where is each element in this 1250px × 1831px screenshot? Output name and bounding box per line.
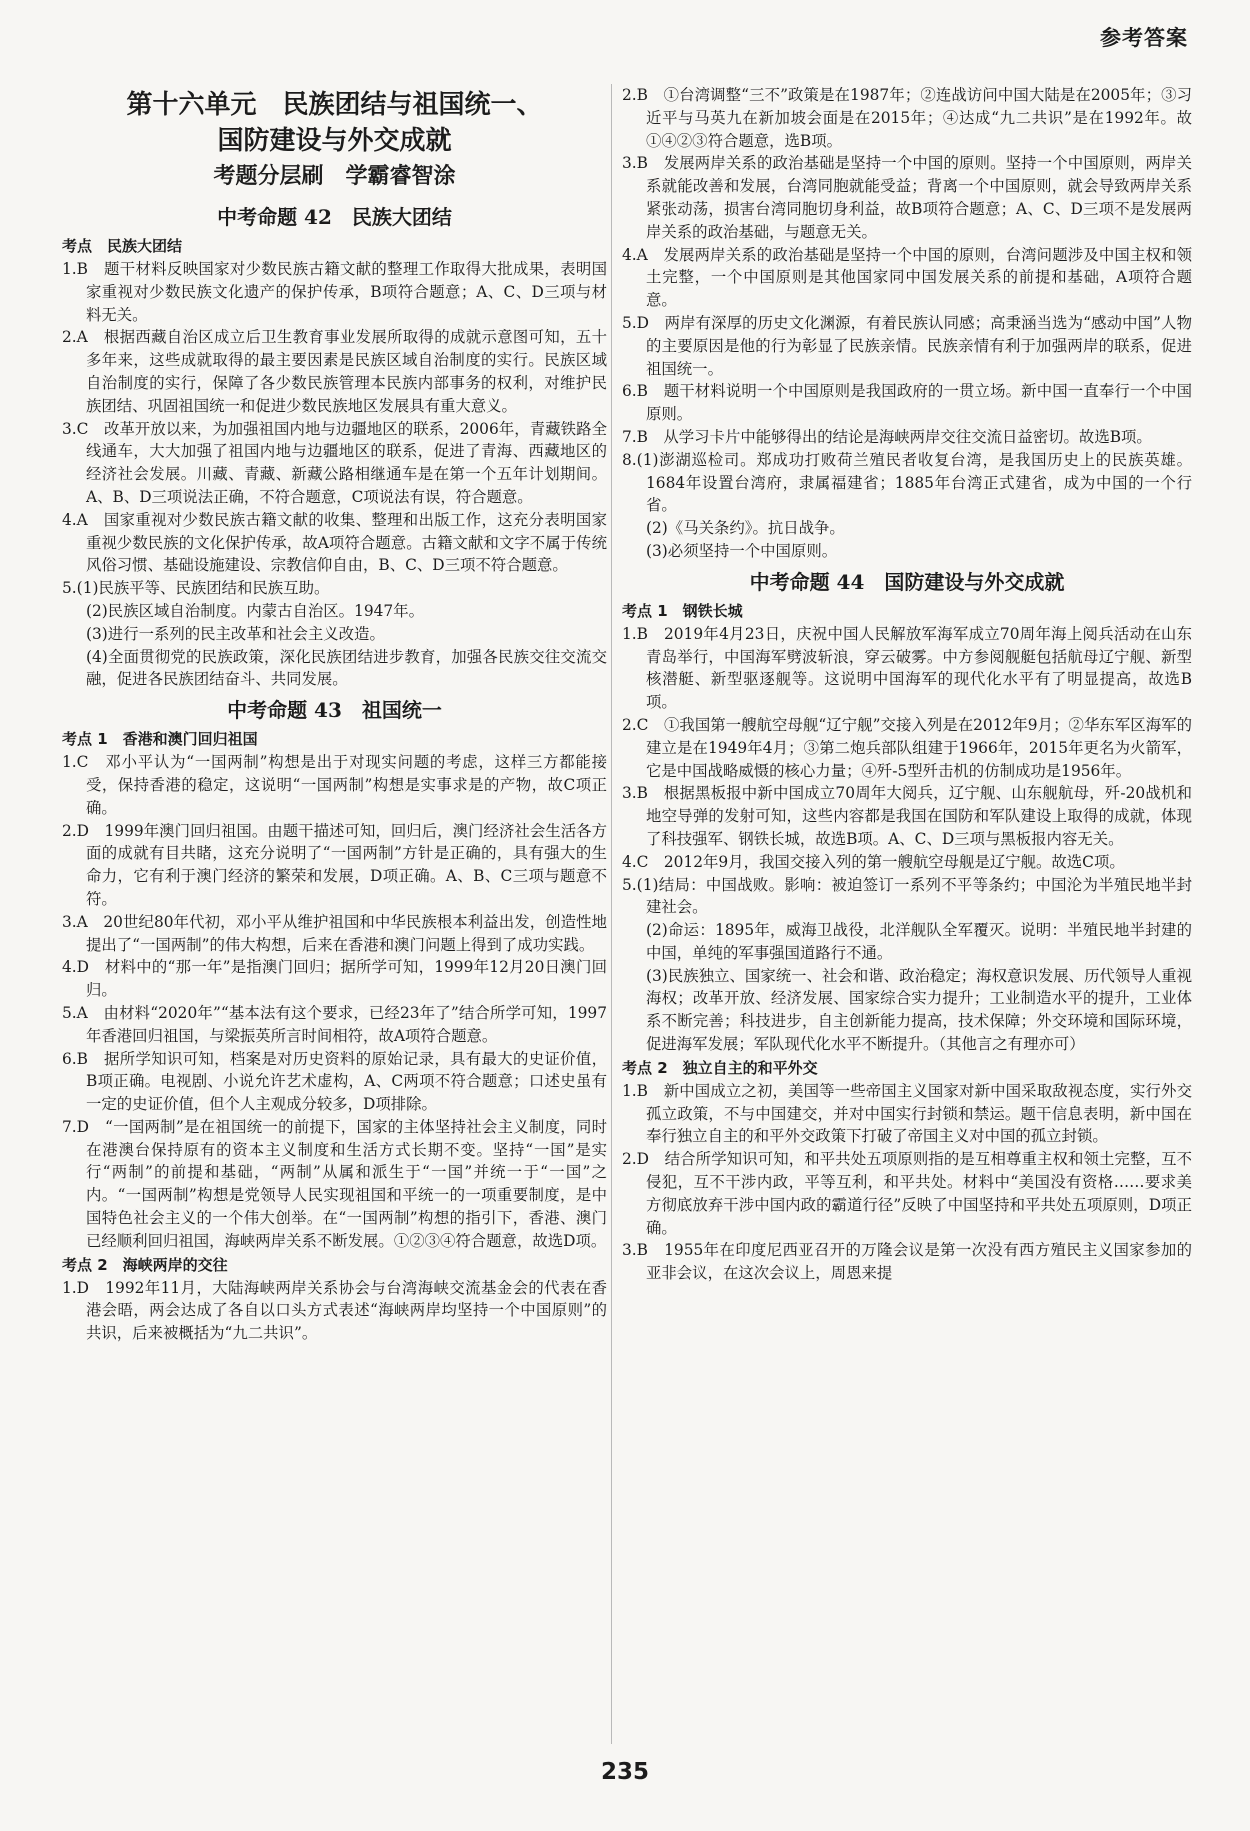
answer-42-2: 2.A 根据西藏自治区成立后卫生教育事业发展所取得的成就示意图可知，五十多年来，这些成就取得的最主要因素是民族区域自治制度的实行。民族区域自治制度的实行，保障了各少数民族管理本民族内部事务的权利，对维护民族团结、巩固祖国统一和促进少数民族地区发展具有重大意义。 bbox=[62, 328, 607, 415]
answer-43-b8-3: (3)必须坚持一个中国原则。 bbox=[646, 541, 838, 560]
knowledge-point-2: 考点 2 海峡两岸的交往 bbox=[62, 1255, 228, 1274]
knowledge-point-1: 考点 1 香港和澳门回归祖国 bbox=[62, 730, 258, 749]
unit-subtitle: 考题分层刷 学霸睿智涂 bbox=[213, 163, 456, 189]
answer-43-b8-1: 8.(1)澎湖巡检司。郑成功打败荷兰殖民者收复台湾，是我国历史上的民族英雄。1684年设置台湾府，隶属福建省；1885年台湾正式建省，成为中国的一个行省。 bbox=[622, 450, 1192, 515]
section-title-42: 中考命题 42 民族大团结 bbox=[217, 205, 452, 229]
section-title-43: 中考命题 43 祖国统一 bbox=[227, 698, 442, 723]
answer-43-b6: 6.B 题干材料说明一个中国原则是我国政府的一贯立场。新中国一直奉行一个中国原则。 bbox=[622, 382, 1192, 424]
answer-44-5-3: (3)民族独立、国家统一、社会和谐、政治稳定；海权意识发展、历代领导人重视海权；改革开放、经济发展、国家综合实力提升；工业制造水平的提升，工业体系不断完善；科技进步，自主创新能力提高，技术保障；外交环境和国际环境，促进海军发展；军队现代化水平不断提升。（其他言之有理亦可） bbox=[646, 966, 1192, 1054]
answer-42-5-1: 5.(1)民族平等、民族团结和民族互助。 bbox=[62, 579, 330, 598]
answer-44-2: 2.C ①我国第一艘航空母舰“辽宁舰”交接入列是在2012年9月；②华东军区海军的建立是在1949年4月；③第二炮兵部队组建于1966年，2015年更名为火箭军，它是中国战略威慑的核心力量；④歼-5型歼击机的仿制成功是1956年。 bbox=[622, 715, 1192, 780]
answer-43-1: 1.C 邓小平认为“一国两制”构想是出于对现实问题的考虑，这样三方都能接受，保持香港的稳定，这说明“一国两制”构想是实事求是的产物，故C项正确。 bbox=[62, 753, 607, 817]
page-number: 235 bbox=[600, 1759, 649, 1785]
answer-42-4: 4.A 国家重视对少数民族古籍文献的收集、整理和出版工作，这充分表明国家重视少数民族的文化保护传承，故A项符合题意。古籍文献和文字不属于传统风俗习惯、基础设施建设、宗教信仰自由，B、C、D三项不符合题意。 bbox=[62, 510, 607, 575]
right-column bbox=[622, 84, 1192, 1285]
answer-44-b2: 2.D 结合所学知识可知，和平共处五项原则指的是互相尊重主权和领土完整，互不侵犯，互不干涉内政，平等互利，和平共处。材料中“美国没有资格……要求美方彻底放弃干涉中国内政的霸道行径”反映了中国坚持和平共处五项原则，D项正确。 bbox=[622, 1150, 1192, 1237]
answer-42-5-4: (4)全面贯彻党的民族政策，深化民族团结进步教育，加强各民族交往交流交融，促进各民族团结奋斗、共同发展。 bbox=[86, 647, 607, 689]
answer-43-b1: 1.D 1992年11月，大陆海峡两岸关系协会与台湾海峡交流基金会的代表在香港会晤，两会达成了各自以口头方式表述“海峡两岸均坚持一个中国原则”的共识，后来被概括为“九二共识”。 bbox=[62, 1278, 607, 1343]
answer-44-b3: 3.B 1955年在印度尼西亚召开的万隆会议是第一次没有西方殖民主义国家参加的亚非会议，在这次会议上，周恩来提 bbox=[622, 1241, 1192, 1283]
answer-44-5-1: 5.(1)结局：中国战败。影响：被迫签订一系列不平等条约；中国沦为半殖民地半封建社会。 bbox=[622, 875, 1192, 917]
answer-42-3: 3.C 改革开放以来，为加强祖国内地与边疆地区的联系，2006年，青藏铁路全线通车，大大加强了祖国内地与边疆地区的联系，促进了青海、西藏地区的经济社会发展。川藏、青藏、新藏公路相继通车是在第一个五年计划期间。A、B、D三项说法正确，不符合题意，C项说法有误，符合题意。 bbox=[62, 419, 607, 506]
unit-title-line1: 第十六单元 民族团结与祖国统一、 bbox=[126, 90, 543, 120]
answer-44-4: 4.C 2012年9月，我国交接入列的第一艘航空母舰是辽宁舰。故选C项。 bbox=[622, 852, 1125, 871]
answer-42-1: 1.B 题干材料反映国家对少数民族古籍文献的整理工作取得大批成果，表明国家重视对少数民族文化遗产的保护传承，B项符合题意；A、C、D三项与材料无关。 bbox=[62, 260, 607, 324]
knowledge-point: 考点 民族大团结 bbox=[62, 237, 183, 255]
header-title: 参考答案 bbox=[1100, 25, 1188, 50]
answer-44-5-2: (2)命运：1895年，威海卫战役，北洋舰队全军覆灭。说明：半殖民地半封建的中国，单纯的军事强国道路行不通。 bbox=[646, 921, 1192, 962]
knowledge-point-1: 考点 1 钢铁长城 bbox=[622, 601, 743, 620]
answer-43-b8-2: (2)《马关条约》。抗日战争。 bbox=[646, 519, 845, 538]
answer-43-6: 6.B 据所学知识可知，档案是对历史资料的原始记录，具有最大的史证价值，B项正确。电视剧、小说允许艺术虚构，A、C两项不符合题意；口述史虽有一定的史证价值，但个人主观成分较多，D项排除。 bbox=[62, 1049, 607, 1114]
section-title-44: 中考命题 44 国防建设与外交成就 bbox=[749, 569, 1065, 594]
answer-42-5-2: (2)民族区域自治制度。内蒙古自治区。1947年。 bbox=[86, 601, 425, 620]
answer-43-3: 3.A 20世纪80年代初，邓小平从维护祖国和中华民族根本利益出发，创造性地提出了“一国两制”的伟大构想，后来在香港和澳门问题上得到了成功实践。 bbox=[62, 912, 607, 954]
answer-44-1: 1.B 2019年4月23日，庆祝中国人民解放军海军成立70周年海上阅兵活动在山东青岛举行，中国海军劈波斩浪，穿云破雾。中方参阅舰艇包括航母辽宁舰、新型核潜艇、新型驱逐舰等。这说明中国海军的现代化水平有了明显提高，故选B项。 bbox=[622, 624, 1192, 712]
answer-42-5-3: (3)进行一系列的民主改革和社会主义改造。 bbox=[86, 624, 385, 643]
column-divider bbox=[611, 84, 612, 1744]
answer-44-3: 3.B 根据黑板报中新中国成立70周年大阅兵，辽宁舰、山东舰航母，歼-20战机和地空导弹的发射可知，这些内容都是我国在国防和军队建设上取得的成就，体现了科技强军、钢铁长城，故选B项。A、C、D三项与黑板报内容无关。 bbox=[622, 784, 1192, 848]
answer-43-b4: 4.A 发展两岸关系的政治基础是坚持一个中国的原则，台湾问题涉及中国主权和领土完整，一个中国原则是其他国家同中国发展关系的前提和基础，A项符合题意。 bbox=[622, 245, 1192, 310]
answer-43-4: 4.D 材料中的“那一年”是指澳门回归；据所学可知，1999年12月20日澳门回归。 bbox=[62, 958, 607, 1000]
answer-43-b3: 3.B 发展两岸关系的政治基础是坚持一个中国的原则。坚持一个中国原则，两岸关系就能改善和发展，台湾同胞就能受益；背离一个中国原则，就会导致两岸关系紧张动荡，损害台湾同胞切身利益，故B项符合题意；A、C、D三项不是发展两岸关系的政治基础，与题意无关。 bbox=[622, 154, 1192, 241]
answer-43-b2: 2.B ①台湾调整“三不”政策是在1987年；②连战访问中国大陆是在2005年；③习近平与马英九在新加坡会面是在2015年；④达成“九二共识”是在1992年。故①④②③符合题意，选B项。 bbox=[622, 86, 1192, 150]
knowledge-point-2: 考点 2 独立自主的和平外交 bbox=[622, 1058, 818, 1077]
answer-43-7: 7.D “一国两制”是在祖国统一的前提下，国家的主体坚持社会主义制度，同时在港澳台保持原有的资本主义制度和生活方式长期不变。坚持“一国”是实行“两制”的前提和基础，“两制”从属和派生于“一国”并统一于“一国”之内。“一国两制”构想是党领导人民实现祖国和平统一的一项重要制度，是中国特色社会主义的一个伟大创举。在“一国两制”构想的指引下，香港、澳门已经顺利回归祖国，海峡两岸关系不断发展。①②③④符合题意，故选D项。 bbox=[62, 1117, 607, 1250]
left-column bbox=[62, 88, 607, 1345]
answer-43-b7: 7.B 从学习卡片中能够得出的结论是海峡两岸交往交流日益密切。故选B项。 bbox=[622, 427, 1152, 446]
answer-44-b1: 1.B 新中国成立之初，美国等一些帝国主义国家对新中国采取敌视态度，实行外交孤立政策，不与中国建交，并对中国实行封锁和禁运。题干信息表明，新中国在奉行独立自主的和平外交政策下打破了帝国主义对中国的孤立封锁。 bbox=[622, 1081, 1192, 1146]
answer-43-2: 2.D 1999年澳门回归祖国。由题干描述可知，回归后，澳门经济社会生活各方面的成就有目共睹，这充分说明了“一国两制”方针是正确的，具有强大的生命力，它有利于澳门经济的繁荣和发展，D项正确。A、B、C三项与题意不符。 bbox=[62, 821, 607, 908]
unit-title-line2: 国防建设与外交成就 bbox=[217, 126, 452, 156]
answer-43-b5: 5.D 两岸有深厚的历史文化渊源，有着民族认同感；高秉涵当选为“感动中国”人物的主要原因是他的行为彰显了民族亲情。民族亲情有利于加强两岸的联系，促进祖国统一。 bbox=[622, 313, 1192, 378]
answer-43-5: 5.A 由材料“2020年”“基本法有这个要求，已经23年了”结合所学可知，1997年香港回归祖国，与梁振英所言时间相符，故A项符合题意。 bbox=[62, 1003, 607, 1045]
